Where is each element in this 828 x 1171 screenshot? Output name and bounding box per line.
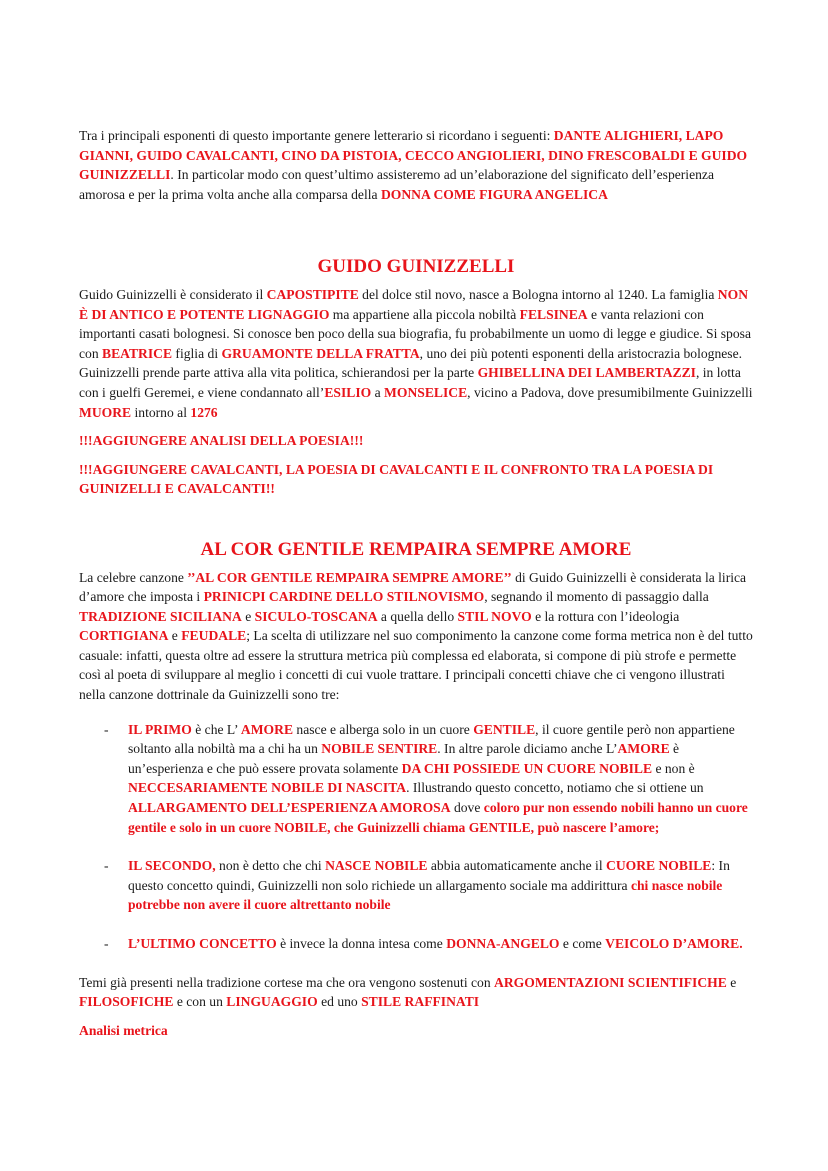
highlighted-text: IL PRIMO xyxy=(128,721,192,737)
text-run: ; La scelta di utilizzare nel suo componimento la canzone come forma metrica non è del tutto casuale: infatti, questa oltre ad essere la struttura metrica più complessa ed elaborata, si compone di più strofe e permette così al poeta di sviluppare al meglio i concetti di cui vuole trattare. I principali concetti chiave che ci vengono illustrati nella canzone dottrinale da Guinizzelli sono tre: xyxy=(79,628,753,703)
text-run: , il cuore gentile però non appartiene soltanto alla nobiltà ma a chi ha un xyxy=(128,721,735,757)
highlighted-text: DA CHI POSSIEDE UN CUORE NOBILE xyxy=(401,760,653,776)
todo-note-cavalcanti xyxy=(79,460,753,499)
text-run: , vicino a Padova, dove presumibilmente Guinizzelli xyxy=(467,384,753,400)
text-run: è un’esperienza e che può essere provata solamente xyxy=(128,741,680,776)
highlighted-text: CORTIGIANA xyxy=(79,628,169,644)
text-run: , in lotta con i guelfi Geremei, e viene condannato all’ xyxy=(79,365,741,400)
bullet-dash: - xyxy=(104,721,109,737)
text-run: . Illustrando questo concetto, notiamo che si ottiene un xyxy=(406,780,704,796)
text-run: Temi già presenti nella tradizione cortese ma che ora vengono sostenuti con xyxy=(79,974,495,990)
text-run: e xyxy=(241,608,255,624)
bullet-item-ultimo xyxy=(79,934,753,954)
text-run: è che L’ xyxy=(191,721,241,737)
highlighted-text: LINGUAGGIO xyxy=(226,994,318,1010)
text-run: di Guido Guinizzelli è considerata la lirica d’amore che imposta i xyxy=(79,569,747,605)
highlighted-text: MUORE xyxy=(79,404,132,420)
text-run: dove xyxy=(450,800,484,816)
highlighted-text: DONNA-ANGELO xyxy=(446,936,560,951)
text-run: è invece la donna intesa come xyxy=(276,936,447,951)
text-run: e xyxy=(168,628,182,644)
text-run: a quella dello xyxy=(377,608,458,624)
biography-paragraph xyxy=(79,285,753,422)
text-run: La celebre canzone xyxy=(79,569,188,585)
bullet-text xyxy=(128,856,753,915)
highlighted-text: NON È DI ANTICO E POTENTE LIGNAGGIO xyxy=(79,286,749,322)
bullet-dash: - xyxy=(104,936,109,951)
canzone-paragraph xyxy=(79,568,753,705)
text-run: abbia automaticamente anche il xyxy=(427,858,606,874)
highlighted-text: FEUDALE xyxy=(181,628,247,644)
highlighted-text: !!!AGGIUNGERE ANALISI DELLA POESIA!!! xyxy=(79,433,364,449)
todo-note-analysis xyxy=(79,431,753,451)
text-run: nasce e alberga solo in un cuore xyxy=(293,721,474,737)
highlighted-text: SICULO-TOSCANA xyxy=(254,608,378,624)
highlighted-text: IL SECONDO, xyxy=(128,858,216,874)
text-run: e xyxy=(726,974,737,990)
highlighted-text: ’’AL COR GENTILE REMPAIRA SEMPRE AMORE’’ xyxy=(187,569,512,585)
text-run: e vanta relazioni con importanti casati bolognesi. Si conosce ben poco della sua biografia, fu probabilmente un uomo di legge e giudice. Si sposa con xyxy=(79,306,751,361)
text-run: e come xyxy=(559,936,606,951)
bullet-text xyxy=(128,934,753,954)
highlighted-text: Analisi metrica xyxy=(79,1022,168,1038)
document-page xyxy=(79,126,753,1049)
highlighted-text: CUORE NOBILE xyxy=(606,858,712,874)
highlighted-text: BEATRICE xyxy=(102,345,173,361)
intro-paragraph xyxy=(79,126,753,204)
highlighted-text: NOBILE SENTIRE xyxy=(321,741,438,757)
highlighted-text: CAPOSTIPITE xyxy=(266,286,359,302)
heading-guido-guinizzelli: GUIDO GUINIZZELLI xyxy=(317,256,515,278)
highlighted-text: AMORE xyxy=(240,721,294,737)
text-run: del dolce stil novo, nasce a Bologna intorno al 1240. La famiglia xyxy=(358,286,718,302)
highlighted-text: GHIBELLINA DEI LAMBERTAZZI xyxy=(477,365,696,381)
text-run: e con un xyxy=(173,994,227,1010)
highlighted-text: FILOSOFICHE xyxy=(79,994,174,1010)
text-run: Guido Guinizzelli è considerato il xyxy=(79,286,267,302)
text-run: figlia di xyxy=(172,345,222,361)
bullet-item-secondo xyxy=(79,856,753,915)
highlighted-text: NASCE NOBILE xyxy=(325,858,428,874)
analisi-metrica-label xyxy=(79,1021,753,1041)
highlighted-text: chi nasce nobile potrebbe non avere il cuore altrettanto nobile xyxy=(128,877,723,913)
text-run: intorno al xyxy=(131,404,191,420)
highlighted-text: coloro pur non essendo nobili hanno un cuore gentile e solo in un cuore NOBILE, che Guinizzelli chiama GENTILE, può nascere l’amore; xyxy=(128,800,748,835)
text-run: ed uno xyxy=(317,994,362,1010)
highlighted-text: MONSELICE xyxy=(384,384,468,400)
highlighted-text: ESILIO xyxy=(324,384,372,400)
text-run: : In questo concetto quindi, Guinizzelli non solo richiede un allargamento sociale ma addirittura xyxy=(128,858,730,893)
highlighted-text: NECCESARIAMENTE NOBILE DI NASCITA xyxy=(128,780,407,796)
highlighted-text: FELSINEA xyxy=(519,306,588,322)
highlighted-text: VEICOLO D’AMORE. xyxy=(605,936,743,951)
highlighted-text: 1276 xyxy=(190,404,218,420)
bullet-dash: - xyxy=(104,858,109,874)
highlighted-text: AMORE xyxy=(617,741,670,757)
text-run: e la rottura con l’ideologia xyxy=(531,608,680,624)
text-run: a xyxy=(371,384,385,400)
highlighted-text: PRINICPI CARDINE DELLO STILNOVISMO xyxy=(203,589,485,605)
highlighted-text: DONNA COME FIGURA ANGELICA xyxy=(380,186,608,202)
highlighted-text: STIL NOVO xyxy=(457,608,532,624)
text-run: Tra i principali esponenti di questo importante genere letterario si ricordano i seguenti: xyxy=(79,128,554,143)
highlighted-text: ARGOMENTAZIONI SCIENTIFICHE xyxy=(494,974,727,990)
highlighted-text: L’ULTIMO CONCETTO xyxy=(128,936,277,951)
text-run: e non è xyxy=(652,760,695,776)
text-run: , uno dei più potenti esponenti della aristocrazia bolognese. Guinizzelli prende parte attiva alla vita politica, schierandosi per la parte xyxy=(79,345,743,381)
themes-paragraph xyxy=(79,973,753,1012)
heading-al-cor-gentile: AL COR GENTILE REMPAIRA SEMPRE AMORE xyxy=(200,538,632,560)
highlighted-text: STILE RAFFINATI xyxy=(361,994,480,1010)
text-run: ma appartiene alla piccola nobiltà xyxy=(329,306,520,322)
bullet-item-primo xyxy=(79,720,753,838)
highlighted-text: DANTE ALIGHIERI, LAPO GIANNI, GUIDO CAVALCANTI, CINO DA PISTOIA, CECCO ANGIOLIERI, DINO FRESCOBALDI E GUIDO GUINIZZELLI xyxy=(79,128,748,183)
highlighted-text: !!!AGGIUNGERE CAVALCANTI, LA POESIA DI CAVALCANTI E IL CONFRONTO TRA LA POESIA DI GUINIZELLI E CAVALCANTI!! xyxy=(79,461,714,497)
highlighted-text: ALLARGAMENTO DELL’ESPERIENZA AMOROSA xyxy=(128,800,451,816)
text-run: . In altre parole diciamo anche L’ xyxy=(437,741,618,757)
highlighted-text: TRADIZIONE SICILIANA xyxy=(79,608,242,624)
text-run: . In particolar modo con quest’ultimo assisteremo ad un’elaborazione del significato dell’esperienza amorosa e per la prima volta anche alla comparsa della xyxy=(79,167,714,202)
bullet-text xyxy=(128,720,753,838)
highlighted-text: GENTILE xyxy=(473,721,536,737)
text-run: non è detto che chi xyxy=(215,858,326,874)
highlighted-text: GRUAMONTE DELLA FRATTA xyxy=(221,345,420,361)
text-run: , segnando il momento di passaggio dalla xyxy=(484,589,709,605)
